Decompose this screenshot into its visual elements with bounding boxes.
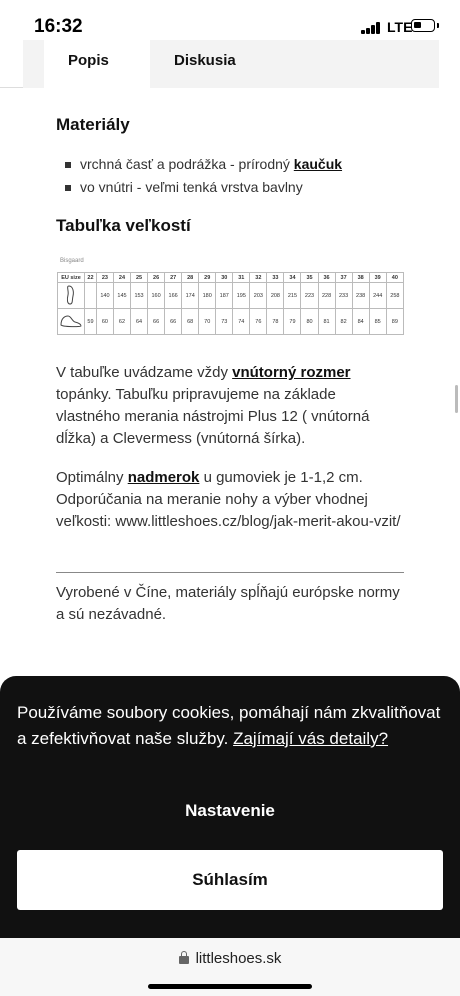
cookie-agree-button[interactable]: Súhlasím bbox=[17, 850, 443, 910]
lock-icon bbox=[179, 956, 189, 964]
table-cell: 70 bbox=[199, 309, 216, 335]
table-cell: 80 bbox=[301, 309, 318, 335]
table-cell: 233 bbox=[335, 283, 352, 309]
table-cell: 160 bbox=[148, 283, 165, 309]
address-bar[interactable] bbox=[0, 950, 460, 967]
table-header-cell: 31 bbox=[233, 273, 250, 283]
table-header-cell: 37 bbox=[335, 273, 352, 283]
url-text: littleshoes.sk bbox=[195, 950, 282, 967]
table-cell: 66 bbox=[165, 309, 182, 335]
table-cell: 228 bbox=[318, 283, 335, 309]
scrollbar[interactable] bbox=[455, 385, 458, 413]
table-cell: 89 bbox=[386, 309, 403, 335]
table-header-cell: 34 bbox=[284, 273, 301, 283]
materials-list bbox=[58, 156, 342, 202]
table-header-cell: 40 bbox=[386, 273, 403, 283]
foot-length-icon bbox=[58, 283, 85, 309]
list-item bbox=[58, 179, 342, 202]
table-cell: 60 bbox=[96, 309, 113, 335]
table-cell: 258 bbox=[386, 283, 403, 309]
tab-divider bbox=[0, 87, 23, 88]
inner-size-paragraph bbox=[56, 362, 396, 450]
table-cell: 64 bbox=[131, 309, 148, 335]
size-table-heading: Tabuľka veľkostí bbox=[56, 216, 191, 235]
table-cell: 79 bbox=[284, 309, 301, 335]
table-cell: 203 bbox=[250, 283, 267, 309]
tab-diskusia[interactable]: Diskusia bbox=[174, 52, 236, 69]
material-text: vrchná časť a podrážka - prírodný bbox=[80, 156, 294, 172]
table-cell: 195 bbox=[233, 283, 250, 309]
table-cell: 73 bbox=[216, 309, 233, 335]
table-cell: 59 bbox=[85, 309, 97, 335]
table-header-cell: 27 bbox=[165, 273, 182, 283]
oversize-link[interactable]: nadmerok bbox=[127, 469, 200, 486]
table-header-cell: 35 bbox=[301, 273, 318, 283]
table-header-cell: 26 bbox=[148, 273, 165, 283]
table-cell: 223 bbox=[301, 283, 318, 309]
tab-bar bbox=[23, 40, 439, 88]
paragraph-text: Optimálny bbox=[56, 469, 128, 486]
signal-icon bbox=[361, 22, 381, 34]
table-cell: 187 bbox=[216, 283, 233, 309]
kaucuk-link[interactable]: kaučuk bbox=[293, 156, 343, 172]
table-header-cell: 30 bbox=[216, 273, 233, 283]
home-indicator[interactable] bbox=[148, 984, 312, 989]
table-cell: 208 bbox=[267, 283, 284, 309]
battery-icon bbox=[411, 19, 435, 32]
table-row bbox=[58, 309, 404, 335]
table-cell: 180 bbox=[199, 283, 216, 309]
table-cell: 68 bbox=[182, 309, 199, 335]
brand-label: Bisgaard bbox=[60, 258, 84, 264]
table-cell: 82 bbox=[335, 309, 352, 335]
size-table-image bbox=[57, 258, 404, 342]
material-text: vo vnútri - veľmi tenká vrstva bavlny bbox=[80, 179, 303, 195]
size-table bbox=[57, 272, 404, 335]
table-cell: 215 bbox=[284, 283, 301, 309]
table-cell: 74 bbox=[233, 309, 250, 335]
table-cell: 166 bbox=[165, 283, 182, 309]
network-label: LTE bbox=[387, 19, 413, 35]
table-cell: 140 bbox=[96, 283, 113, 309]
table-cell: 78 bbox=[267, 309, 284, 335]
status-time: 16:32 bbox=[34, 16, 83, 37]
table-header-cell: 36 bbox=[318, 273, 335, 283]
table-cell: 174 bbox=[182, 283, 199, 309]
table-row bbox=[58, 283, 404, 309]
table-cell: 66 bbox=[148, 309, 165, 335]
table-header-cell: 38 bbox=[352, 273, 369, 283]
section-divider bbox=[56, 572, 404, 573]
cookie-message bbox=[17, 700, 442, 752]
table-cell: 84 bbox=[352, 309, 369, 335]
table-cell: 244 bbox=[369, 283, 386, 309]
table-cell: 76 bbox=[250, 309, 267, 335]
table-cell: 85 bbox=[369, 309, 386, 335]
table-header-cell: 23 bbox=[96, 273, 113, 283]
table-header-cell: 29 bbox=[199, 273, 216, 283]
materials-heading: Materiály bbox=[56, 115, 130, 134]
table-cell: 145 bbox=[113, 283, 130, 309]
table-row bbox=[58, 273, 404, 283]
cookie-settings-button[interactable]: Nastavenie bbox=[0, 796, 460, 826]
table-cell: 238 bbox=[352, 283, 369, 309]
list-item bbox=[58, 156, 342, 179]
foot-side-icon bbox=[59, 313, 83, 329]
table-header-cell: 39 bbox=[369, 273, 386, 283]
foot-outline-icon bbox=[63, 284, 79, 306]
origin-paragraph: Vyrobené v Číne, materiály spĺňajú európske normy a sú nezávadné. bbox=[56, 584, 400, 623]
foot-width-icon bbox=[58, 309, 85, 335]
table-header-cell: 33 bbox=[267, 273, 284, 283]
table-header-cell: 32 bbox=[250, 273, 267, 283]
table-header-cell: 28 bbox=[182, 273, 199, 283]
table-cell bbox=[85, 283, 97, 309]
paragraph-text: topánky. Tabuľku pripravujeme na základe vlastného merania nástrojmi Plus 12 ( vnútorná dĺžka) a Clevermess (vnútorná šírka). bbox=[56, 386, 370, 447]
inner-size-link[interactable]: vnútorný rozmer bbox=[232, 364, 351, 381]
table-cell: 81 bbox=[318, 309, 335, 335]
cookie-text: Používáme soubory cookies, pomáhají nám zkvalitňovat a zefektivňovat naše služby. bbox=[17, 703, 441, 748]
table-header-cell: 22 bbox=[85, 273, 97, 283]
cookie-details-link[interactable]: Zajímají vás detaily? bbox=[233, 729, 389, 748]
paragraph-text: V tabuľke uvádzame vždy bbox=[56, 364, 233, 381]
table-cell: 153 bbox=[131, 283, 148, 309]
table-header-cell: 24 bbox=[113, 273, 130, 283]
table-header-cell: 25 bbox=[131, 273, 148, 283]
table-cell: 62 bbox=[113, 309, 130, 335]
table-header-cell: EU size bbox=[58, 273, 85, 283]
paragraph-text: u gumoviek je 1-1,2 cm. Odporúčania na meranie nohy a výber vhodnej veľkosti: www.littleshoes.cz/blog/jak-merit-akou-vzit/ bbox=[56, 469, 401, 530]
tab-popis[interactable]: Popis bbox=[44, 40, 150, 88]
oversize-paragraph bbox=[56, 467, 401, 533]
